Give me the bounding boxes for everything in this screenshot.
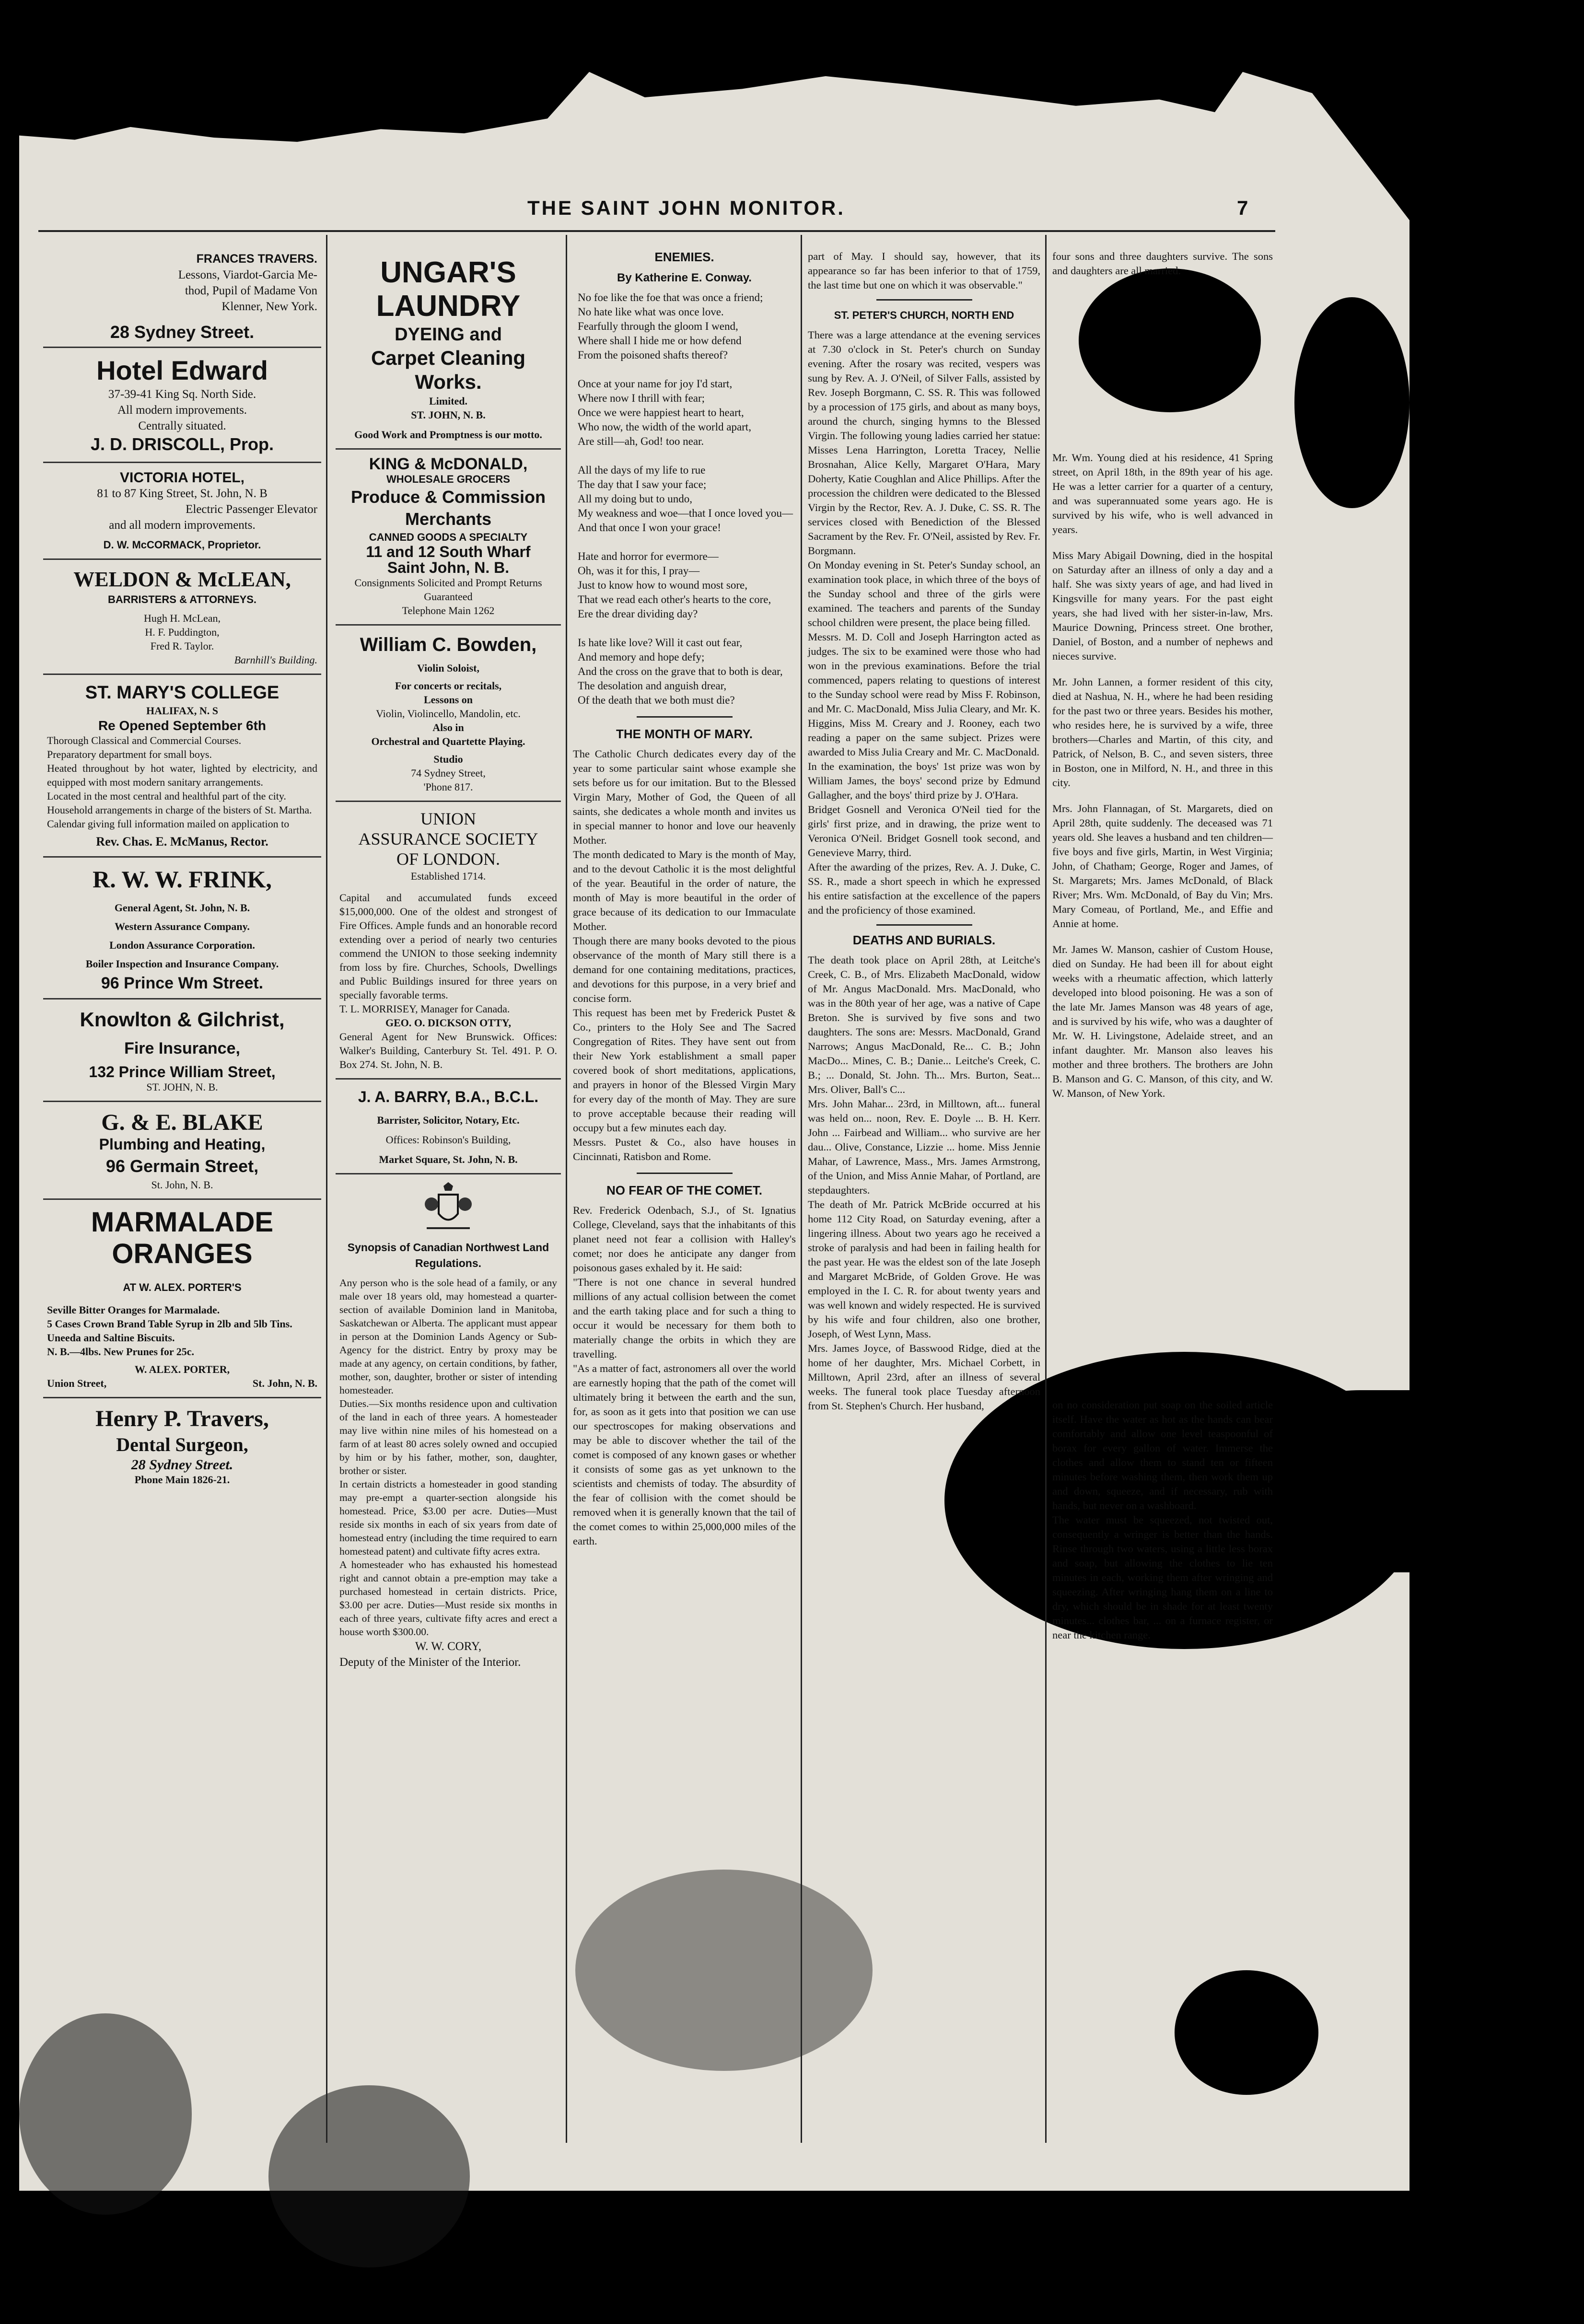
ad-king-mcdonald (336, 450, 561, 626)
ad-bowden-line1: Violin Soloist, (417, 662, 479, 674)
deaths-burials-body: The death took place on April 28th, at Leitche's Creek, C. B., of Mrs. Elizabeth MacDonald, widow of Mr. Angus MacDonald. Mrs. MacDonald, who was in the 80th year of her age, was a native of Cape Breton. She is survived by five sons and two daughters. The sons are: Messrs. MacDonald, Grand Narrows; Angus MacDonald, Re... C. B.; John MacDo... Mines, C. B.; Danie... Leitche's Creek, C. B.; ... Donald, St. John. Th... Mrs. Burton, Seat... Mrs. Oliver, Ball's C... Mrs. John Mahar... 23rd, in Milltown, aft... funeral was held on... noon, Rev. E. Doyle ... B. H. Kerr. John ... Fairbead and William... who survive are her dau... Olive, Constance, Lizzie ... home. Miss Jennie Mahar, of Lawrence, Mass., Mrs. James Armstrong, of the Union, and Miss Annie Mahar, of Portland, are stepdaughters. The death of Mr. Patrick McBride occurred at his home 112 City Road, on Saturday evening, after a lingering illness. About two years ago he received a stroke of paralysis and had been in failing health for the past year. He was the eldest son of the late Joseph and Margaret McBride, of Golden Grove. He was employed in the I. C. R. for about twenty years and was well known and widely respected. He is survived by his wife and four children, also one brother, Joseph, of West Lynn, Mass. Mrs. James Joyce, of Basswood Ridge, died at the home of her daughter, Mrs. Michael Corbett, in Milltown, April 23rd, after an illness of several weeks. The funeral took place Tuesday afternoon from St. Stephen's Church. Her husband, (808, 954, 1040, 1412)
ad-knowlton-line3: ST. JOHN, N. B. (146, 1081, 218, 1093)
ad-frink (43, 858, 321, 999)
ad-frink-address: 96 Prince Wm Street. (101, 974, 264, 992)
land-regulations-signature: W. W. CORY, (415, 1640, 482, 1653)
spacer (1052, 537, 1273, 548)
ad-marmalade-address (47, 1376, 317, 1390)
ad-frances-travers-line2: thod, Pupil of Madame Von (185, 284, 317, 297)
column-rule-2 (566, 235, 567, 2143)
ad-marmalade-oranges (43, 1200, 321, 1398)
ad-knowlton-line1: Fire Insurance, (124, 1039, 240, 1057)
enemies-poem: No foe like the foe that was once a friend; No hate like what was once love. Fearfully through the gloom I wend, Where shall I hide me or how defend From the poisoned shafts thereof? Once at your name for joy I'd start, Where now I thrill with fear; Once we were happiest heart to heart, Who now, the width of the world apart, Are still—ah, God! too near. All the days of my life to rue The day that I saw your face; All my doing but to undo, My weakness and woe—that I once loved you— And that once I won your grace! Hate and horror for evermore— Oh, was it for this, I pray— Just to know how to wound most sore, That we read each other's hearts to the core, Ere the drear dividing day? Is hate like love? Will it cast out fear, And memory and hope defy; And the cross on the grave that to both is dear, The desolation and anguish drear, Of the death that we both must die? (578, 291, 793, 706)
ad-victoria-hotel-prop: D. W. McCORMACK, Proprietor. (103, 539, 261, 551)
ad-barry-line3: Market Square, St. John, N. B. (379, 1153, 518, 1165)
damaged-area-spacer-2 (1052, 1101, 1273, 1398)
ad-ungar-line1: UNGAR'S (380, 256, 516, 289)
col4-divider-2 (876, 924, 972, 926)
ad-king-line5: Saint John, N. B. (387, 559, 510, 576)
ad-marmalade-body: Seville Bitter Oranges for Marmalade. 5 Cases Crown Brand Table Syrup in 2lb and 5lb Tins. Uneeda and Saltine Biscuits. N. B.—4lbs. New Prunes for 25c. (47, 1304, 292, 1358)
month-divider (637, 1173, 733, 1174)
ad-st-marys-city: HALIFAX, N. S (146, 705, 218, 717)
spacer (1052, 790, 1273, 802)
ad-victoria-hotel-line3: and all modern improvements. (109, 519, 256, 532)
smudge-bottom-left (19, 2013, 192, 2215)
ad-hotel-edward-line2: All modern improvements. (117, 404, 247, 417)
obit-young: Mr. Wm. Young died at his residence, 41 Spring street, on April 18th, in the 89th year of his age. He was a letter carrier for a quarter of a century, and was superannuated some years ago. He is survived by his wife, who is well advanced in years. (1052, 452, 1273, 535)
comet-title: NO FEAR OF THE COMET. (606, 1183, 762, 1197)
ad-king-sub: WHOLESALE GROCERS (386, 473, 510, 485)
ad-bowden-line6: Orchestral and Quartette Playing. (371, 735, 525, 747)
ad-frink-line3: London Assurance Corporation. (109, 939, 255, 951)
column-rule-4 (1045, 235, 1047, 2143)
land-regulations-signature-title: Deputy of the Minister of the Interior. (339, 1656, 521, 1669)
ad-frink-line4: Boiler Inspection and Insurance Company. (85, 958, 279, 970)
ad-union-body: Capital and accumulated funds exceed $15,000,000. One of the oldest and strongest of Fire Offices. Ample funds and an honorable record extending over a period of nearly two centuries commend the UNION to those seeking indemnity from loss by fire. Churches, Schools, Dwellings and Public Buildings insured for three years on specially favorable terms. (339, 892, 557, 1001)
ad-st-marys-body: Thorough Classical and Commercial Courses. Preparatory department for small boys. Heated throughout by hot water, lighted by electricity, and equipped with most modern sanitary arrangements. Located in the most central and healthful part of the city. Household arrangements in charge of the bisters of St. Martha. Calendar giving full information mailed on application to (47, 734, 317, 830)
enemies-title: ENEMIES. (654, 250, 714, 264)
ad-king-name: KING & McDONALD, (369, 455, 528, 473)
column-2-ads (336, 249, 561, 1676)
column-4-articles (808, 249, 1040, 1413)
ad-dental-line1: Dental Surgeon, (116, 1434, 248, 1455)
ad-victoria-hotel-line2: Electric Passenger Elevator (186, 503, 317, 516)
ad-bowden-line9: 'Phone 817. (423, 781, 473, 793)
column-rule-1 (326, 235, 327, 2143)
ad-hotel-edward-prop: J. D. DRISCOLL, Prop. (90, 434, 274, 454)
spacer (1052, 931, 1273, 942)
ad-hotel-edward (43, 348, 321, 463)
ad-weldon-mclean-name: WELDON & McLEAN, (73, 568, 291, 591)
column-3-articles (573, 249, 796, 1548)
ad-hotel-edward-line1: 37-39-41 King Sq. North Side. (108, 388, 256, 401)
ad-victoria-hotel-name: VICTORIA HOTEL, (119, 470, 245, 486)
obit-lannen: Mr. John Lannen, a former resident of this city, died at Nashua, N. H., where he had been residing for the past two or three years. Besides his mother, who resides here, he is survived by a wife, three brothers—Charles and Martin, of this city, and Patrick, of Nelson, B. C., and seven sisters, three in Boston, one in Milford, N. H., and three in this city. (1052, 676, 1273, 789)
ad-union-line4: Established 1714. (410, 870, 486, 882)
coat-of-arms-icon (417, 1180, 479, 1233)
month-of-mary-body: The Catholic Church dedicates every day of the year to some particular saint whose example she sets before us for our imitation. But to the Blessed Virgin Mary, Mother of God, the Queen of all saints, she dedicates a whole month and invites us in special manner to honor and love our heavenly Mother. The month dedicated to Mary is the month of May, and to the devout Catholic it is the most delightful of the year. Beautiful in the order of nature, the month of May is more beautiful in the order of grace because of its dedication to our Immaculate Mother. Though there are many books devoted to the pious observance of the month of Mary still there is a demand for one containing meditations, practices, and devotions for this purpose, in a very brief and concise form. This request has been met by Frederick Pustet & Co., printers to the Holy See and The Sacred Congregation of Rites. They have sent out from their New York establishment a small paper covered book of short meditations, applications, and prayers in honor of the Blessed Virgin Mary for every day of the month of May. They are sure to prove acceptable because their reading will occupy but a few minutes each day. Messrs. Pustet & Co., also have houses in Cincinnati, Ratisbon and Rome. (573, 748, 796, 1162)
ad-frances-travers (43, 249, 321, 348)
ad-st-marys-reopen: Re Opened September 6th (98, 718, 267, 733)
ad-dental-name: Henry P. Travers, (95, 1406, 269, 1431)
obit-flannagan: Mrs. John Flannagan, of St. Margarets, died on April 28th, quite suddenly. The deceased was 71 years old. She leaves a husband and ten children—five boys and five girls, Martin, in West Virginia; John, of Chatham; George, Roger and James, of St. Margarets; Mrs. James McDonald, of Black River; Mrs. Wm. McDonald, of Bay du Vin; Mrs. Mary Comeau, of Portland, Me., and Effie and Annie at home. (1052, 802, 1273, 930)
ad-weldon-mclean-partner2: H. F. Puddington, (145, 626, 220, 638)
obit-manson: Mr. James W. Manson, cashier of Custom House, died on Sunday. He had been ill for about eight weeks with a rheumatic affection, which latterly developed into blood poisoning. He was a son of the late Mr. James Manson was 48 years of age, and is survived by his wife, who was a daughter of Mr. W. H. Livingstone, Adelaide street, and an infant daughter. Mr. Manson also leaves his mother and three brothers. The brothers are John B. Manson and G. C. Manson, of this city, and W. W. Manson, of New York. (1052, 943, 1273, 1099)
ad-knowlton-gilchrist (43, 999, 321, 1102)
ad-bowden-line2: For concerts or recitals, (395, 680, 502, 692)
ad-hotel-edward-line3: Centrally situated. (138, 419, 226, 432)
obit-top-continuation: four sons and three daughters survive. The sons and daughters are all married. (1052, 250, 1273, 277)
ad-marmalade-address-right: St. John, N. B. (252, 1377, 317, 1389)
ad-blake-line1: Plumbing and Heating, (99, 1136, 266, 1153)
ad-dental-line2: 28 Sydney Street. (131, 1457, 233, 1473)
ad-king-line2: Merchants (405, 509, 492, 529)
page-number: 7 (1237, 197, 1248, 219)
column-rule-3 (801, 235, 802, 2143)
st-peters-body: There was a large attendance at the evening services at 7.30 o'clock in St. Peter's church on Sunday evening. After the rosary was recited, vespers was sung by Rev. A. J. O'Neil, of Silver Falls, assisted by Rev. Joseph Borgmann, C. SS. R. This was followed by a procession of 175 girls, and about as many boys, around the church, singing hymns to the Blessed Virgin. The following young ladies carried her statue: Misses Lena Harrington, Loretta Tracey, Nellie Brosnahan, Alice Kelly, Margaret O'Hara, Mary Doherty, Katie Coughlan and Alice Phillips. After the procession the children were dedicated to the Blessed Virgin by the Rector, Rev. A. J. Duke, C. SS. R. The services closed with Benediction of the Blessed Sacrament by the Rev. Fr. O'Neil, assisted by Rev. Fr. Borgmann. On Monday evening in St. Peter's Sunday school, an examination took place, in which three of the boys of the Sunday school and three of the girls were examined. The teachers and parents of the Sunday school children were present, the place being filled. Messrs. M. D. Coll and Joseph Harrington acted as judges. The six to be examined were those who had won in the previous examinations. Before the trial commenced, papers relating to questions of interest to the Sunday school were read by Miss F. Robinson, and Mr. C. MacDonald, Miss Julia Cleary, and Mr. K. Higgins, Miss M. Creary and J. Rooney, each two reading a paper on the same subject. Prizes were awarded to Miss Julia Creary and Mr. C. MacDonald. In the examination, the boys' 1st prize was won by William James, the boys' second prize by Edmund Gallagher, and the boys' third prize by J. O'Hara. Bridget Gosnell and Veronica O'Neil tied for the girls' first prize, and in drawing, the prize went to Veronica O'Neil. Bridget Gosnell took second, and Genevieve Marry, third. After the awarding of the prizes, Rev. A. J. Duke, C. SS. R., made a short speech in which he expressed his entire satisfaction at the excellence of the papers and the proficiency of those examined. (808, 329, 1040, 916)
ad-bowden-line5: Also in (432, 721, 464, 733)
st-peters-title: ST. PETER'S CHURCH, NORTH END (834, 309, 1014, 321)
ad-weldon-mclean-partner1: Hugh H. McLean, (143, 612, 221, 624)
ad-knowlton-name: Knowlton & Gilchrist, (80, 1008, 285, 1031)
ad-blake-line2: 96 Germain Street, (105, 1156, 259, 1176)
ad-union-line1: UNION (420, 809, 476, 828)
ad-union-line2: ASSURANCE SOCIETY (358, 829, 538, 848)
ad-frances-travers-line3: Klenner, New York. (221, 300, 317, 313)
ad-king-line3: CANNED GOODS A SPECIALTY (369, 531, 528, 543)
ad-frink-line2: Western Assurance Company. (115, 920, 250, 932)
ad-frink-name: R. W. W. FRINK, (93, 866, 272, 893)
ad-st-marys-rector: Rev. Chas. E. McManus, Rector. (96, 835, 268, 848)
land-regulations-title: Synopsis of Canadian Northwest Land Regulations. (347, 1241, 549, 1269)
ad-frances-travers-line1: Lessons, Viardot-Garcia Me- (178, 268, 317, 281)
ad-hotel-edward-name: Hotel Edward (96, 355, 268, 385)
damage-stain-lower-right (1175, 1970, 1318, 2095)
comet-continuation: part of May. I should say, however, that its appearance so far has been inferior to that of 1759, the last time but one on which it was observable." (808, 250, 1040, 291)
enemies-divider (637, 716, 733, 718)
ad-ungar-line2: LAUNDRY (376, 290, 521, 323)
ad-frink-line1: General Agent, St. John, N. B. (114, 902, 250, 914)
col4-divider-1 (876, 299, 972, 301)
ad-barry-line1: Barrister, Solicitor, Notary, Etc. (377, 1114, 520, 1126)
ad-dental-line3: Phone Main 1826-21. (134, 1474, 230, 1486)
ad-st-marys-college (43, 675, 321, 858)
ad-bowden-line7: Studio (433, 753, 463, 765)
ad-blake-line3: St. John, N. B. (151, 1179, 213, 1191)
ad-union-agent-body: General Agent for New Brunswick. Offices: Walker's Building, Canterbury St. Tel. 491. P. O. Box 274. St. John, N. B. (339, 1031, 557, 1070)
ad-bowden-line4: Violin, Violincello, Mandolin, etc. (376, 708, 521, 720)
ad-union-manager: T. L. MORRISEY, Manager for Canada. (339, 1003, 510, 1015)
ad-ungar-line6: Limited. (429, 395, 468, 407)
ad-union-assurance (336, 802, 561, 1080)
ad-blake (43, 1102, 321, 1200)
ad-ungar-line5: Works. (415, 371, 482, 393)
ad-weldon-mclean-building: Barnhill's Building. (234, 654, 317, 666)
damage-stain-right (1294, 297, 1409, 508)
obit-downing: Miss Mary Abigail Downing, died in the hospital on Saturday after an illness of only a day and a half. She was sixty years of age, and had lived in Kingsville for many years. For the past eight years, she had lived with her sister-in-law, Mrs. Maurice Downing, Princess street. One brother, Daniel, of Boston, and a number of nephews and nieces survive. (1052, 549, 1273, 662)
ad-dental-surgeon (43, 1398, 321, 1493)
ad-bowden-name: William C. Bowden, (360, 634, 537, 655)
ad-barry-line2: Offices: Robinson's Building, (385, 1134, 511, 1146)
ad-union-agent: GEO. O. DICKSON OTTY, (385, 1017, 512, 1029)
ad-weldon-mclean-sub: BARRISTERS & ATTORNEYS. (107, 593, 257, 605)
ad-ungar-line8: Good Work and Promptness is our motto. (354, 429, 542, 441)
ad-victoria-hotel (43, 463, 321, 560)
column-5-obituaries (1052, 249, 1273, 1642)
deaths-burials-title: DEATHS AND BURIALS. (852, 933, 996, 947)
ad-marmalade-signature: W. ALEX. PORTER, (134, 1363, 230, 1375)
damaged-area-spacer (1052, 278, 1273, 451)
ad-marmalade-address-left: Union Street, (47, 1377, 107, 1389)
ad-weldon-mclean (43, 560, 321, 675)
ad-blake-name: G. & E. BLAKE (101, 1110, 263, 1135)
ad-bowden (336, 626, 561, 802)
masthead-title: THE SAINT JOHN MONITOR. (527, 197, 845, 219)
ad-ungar-line3: DYEING and (395, 325, 502, 345)
ad-victoria-hotel-line1: 81 to 87 King Street, St. John, N. B (97, 487, 268, 500)
ad-marmalade-at: AT W. ALEX. PORTER'S (123, 1281, 242, 1293)
month-of-mary-title: THE MONTH OF MARY. (616, 727, 753, 741)
damage-stain-right-edge (1266, 1390, 1582, 1572)
ad-barry-name: J. A. BARRY, B.A., B.C.L. (358, 1088, 539, 1105)
enemies-byline: By Katherine E. Conway. (617, 271, 752, 284)
ad-king-line4: 11 and 12 South Wharf (366, 543, 531, 560)
ad-weldon-mclean-partner3: Fred R. Taylor. (150, 640, 214, 652)
ad-frances-travers-address: 28 Sydney Street. (110, 322, 255, 342)
column-1-ads (43, 249, 321, 1493)
land-regulations (336, 1174, 561, 1676)
comet-body: Rev. Frederick Odenbach, S.J., of St. Ignatius College, Cleveland, says that the inhabitants of this planet need not fear a collision with Halley's comet; nor does he anticipate any danger from poisonous gases exhaled by it. He said: "There is not one chance in several hundred millions of any actual collision between the comet and the earth taking place and for such a thing to occur it would be necessary for them both to materially change the orbits in which they are travelling. "As a matter of fact, astronomers all over the world are earnestly hoping that the path of the comet will ultimately bring it between the earth and the sun, for, as soon as it gets into that position we can use our spectroscopes for making observations and may be able to discover whether the tail of the comet is composed of any known gases or whether it consists of some gas as yet unknown to the scientists and chemists of today. The absurdity of the fear of collision with the comet should be removed when it is generally known that the tail of the comet comes to within 25,000,000 miles of the earth. (573, 1204, 796, 1547)
ad-knowlton-line2: 132 Prince William Street, (89, 1063, 276, 1081)
ad-king-line6: Consignments Solicited and Prompt Returns Guaranteed (354, 577, 542, 603)
ad-bowden-line8: 74 Sydney Street, (411, 767, 486, 779)
ad-union-line3: OF LONDON. (396, 849, 500, 869)
smudge-bottom-center (268, 2085, 470, 2267)
spacer (1052, 663, 1273, 675)
masthead-rule (38, 230, 1275, 232)
ad-st-marys-name: ST. MARY'S COLLEGE (85, 683, 280, 703)
ad-frances-travers-name: FRANCES TRAVERS. (196, 252, 317, 266)
smudge-mid-center (575, 1870, 873, 2071)
land-regulations-body: Any person who is the sole head of a family, or any male over 18 years old, may homestead a quarter-section of available Dominion land in Manitoba, Saskatchewan or Alberta. The applicant must appear in person at the Dominion Lands Agency or Sub-Agency for the district. Entry by proxy may be made at any agency, on certain conditions, by father, mother, son, daughter, brother or sister of intending homesteader. Duties.—Six months residence upon and cultivation of the land in each of three years. A homesteader may live within nine miles of his homestead on a farm of at least 80 acres solely owned and occupied by him or by his father, mother, son, daughter, brother or sister. In certain districts a homesteader in good standing may pre-empt a quarter-section alongside his homestead. Price, $3.00 per acre. Duties—Must reside six months in each of six years from date of homestead entry (including the time required to earn homestead patent) and cultivate fifty acres extra. A homesteader who has exhausted his homestead right and cannot obtain a pre-emption may take a purchased homestead in certain districts. Price, $3.00 per acre. Duties—Must reside six months in each of three years, cultivate fifty acres and erect a house worth $300.00. (339, 1277, 557, 1638)
laundry-advice: on no consideration put soap on the soiled article itself. Have the water as hot as the hands can bear comfortably and allow one level teaspoonful of borax for every gallon of water. Immerse the clothes and allow them to stand ten or fifteen minutes before washing them, then work them up and down, squeeze, and if necessary, rub with hands, but never on a washboard. The water must be squeezed, not twisted out, consequently a wringer is better than the hands. Rinse through two waters, using a little less borax and soap, but allowing the clothes to lie ten minutes in each, working them after wringing and squeezing. After wringing hang them on a line to dry, which should be in shade for at least twenty minutes... clothes bar, ... on a furnace register, or near the kitchen range. (1052, 1399, 1273, 1641)
ad-ungar-line4: Carpet Cleaning (371, 347, 526, 369)
ad-ungar-line7: ST. JOHN, N. B. (411, 409, 486, 421)
ad-barry (336, 1080, 561, 1174)
ad-marmalade-title2: ORANGES (112, 1238, 253, 1269)
ad-bowden-line3: Lessons on (423, 694, 473, 706)
ad-king-line1: Produce & Commission (350, 487, 546, 507)
ad-king-line7: Telephone Main 1262 (402, 604, 495, 616)
ad-marmalade-title1: MARMALADE (91, 1207, 274, 1238)
ad-ungars-laundry (336, 249, 561, 450)
